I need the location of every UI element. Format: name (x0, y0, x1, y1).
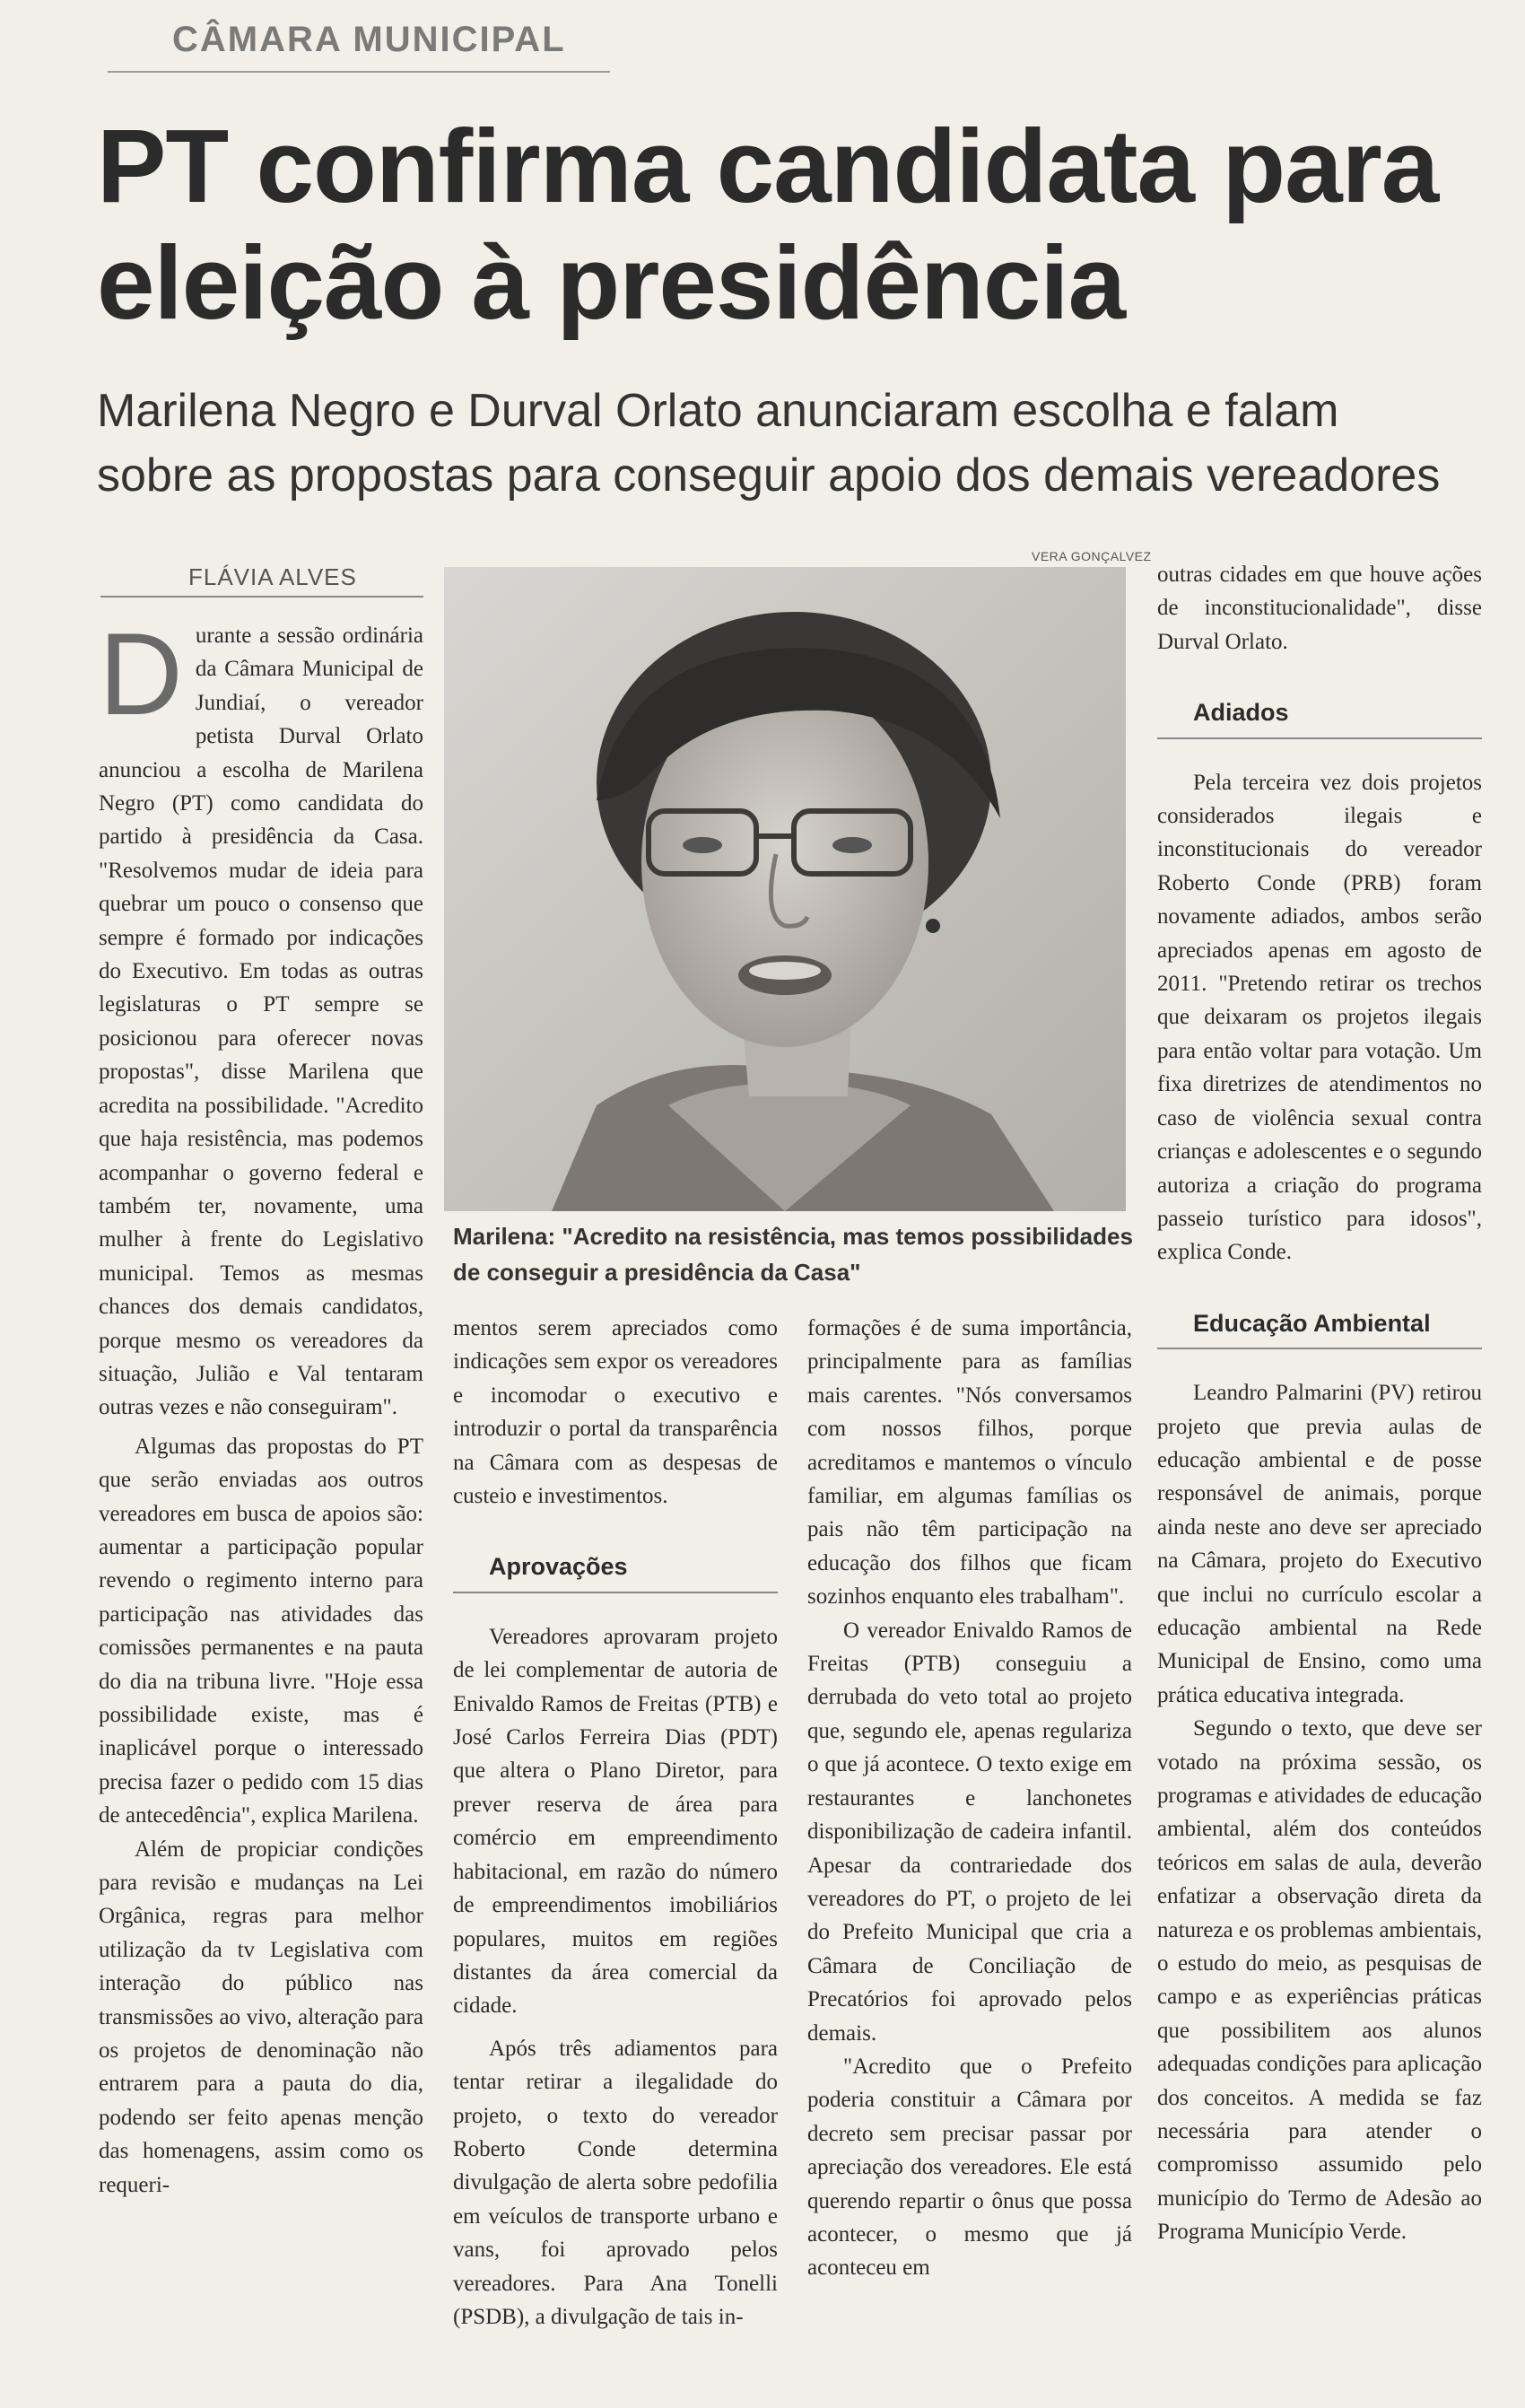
column-4 (1157, 558, 1482, 2249)
subsection-heading: Aprovações (453, 1536, 778, 1592)
section-rule (108, 71, 610, 73)
paragraph: Segundo o texto, que deve ser votado na próxima sessão, os programas e atividades de educação ambiental, além dos conteúdos teóricos em salas de aula, deverão enfatizar a observação direta da natureza e os problemas ambientais, o estudo do meio, as pesquisas de campo e as experiências práticas que possibilitem aos alunos adequadas condições para aplicação dos conceitos. A medida se faz necessária para atender o compromisso assumido pelo município do Termo de Adesão ao Programa Município Verde. (1157, 1716, 1482, 2245)
byline: FLÁVIA ALVES (188, 563, 357, 590)
paragraph: outras cidades em que houve ações de inconstitucionalidade", disse Durval Orlato. (1157, 563, 1482, 654)
paragraph: Vereadores aprovaram projeto de lei complementar de autoria de Enivaldo Ramos de Freitas (PTB) e José Carlos Ferreira Dias (PDT) que altera o Plano Diretor, para prever reserva de área para comércio em empreendimento habitacional, em razão do número de empreendimentos imobiliários populares, muitos em regiões distantes da área comercial da cidade. (453, 1624, 778, 2019)
subsection-heading: Educação Ambiental (1157, 1293, 1482, 1349)
paragraph: mentos serem apreciados como indicações sem expor os vereadores e incomodar o executivo e introduzir o portal da transparência na Câmara com as despesas de custeio e investimentos. (453, 1316, 778, 1509)
paragraph: Algumas das propostas do PT que serão enviadas aos outros vereadores em busca de apoios são: aumentar a participação popular revendo o regimento interno para participação nas atividades das comissões permanentes e na pauta do dia na tribuna livre. "Hoje essa possibilidade existe, mas é inaplicável porque o interessado precisa fazer o pedido com 15 dias de antecedência", explica Marilena. (99, 1434, 423, 1828)
subheadline: Marilena Negro e Durval Orlato anunciaram escolha e falam sobre as propostas para conseguir apoio dos demais vereadores (97, 385, 1441, 502)
column-3 (807, 1312, 1132, 2285)
subsection-heading: Adiados (1157, 682, 1482, 738)
photo-credit: VERA GONÇALVEZ (1032, 549, 1152, 563)
paragraph: Além de propiciar condições para revisão e mudanças na Lei Orgânica, regras para melhor utilização da tv Legislativa com interação do público nas transmissões ao vivo, alteração para os projetos de denominação não entrarem para a pauta do dia, podendo ser feito apenas menção das homenagens, assim como os requeri- (99, 1837, 423, 2197)
byline-rule (100, 596, 423, 598)
column-2 (453, 1312, 778, 2334)
paragraph: Após três adiamentos para tentar retirar a ilegalidade do projeto, o texto do vereador Roberto Conde determina divulgação de alerta sobre pedofilia em veículos de transporte urbano e vans, foi aprovado pelos vereadores. Para Ana Tonelli (PSDB), a divulgação de tais in- (453, 2036, 778, 2329)
paragraph: Durante a sessão ordinária da Câmara Municipal de Jundiaí, o vereador petista Durval Orlato anunciou a escolha de Marilena Negro (PT) como candidata do partido à presidência da Casa. "Resolvemos mudar de ideia para quebrar um pouco o consenso que sempre é formado por indicações do Executivo. Em todas as outras legislaturas o PT sempre se posicionou para oferecer novas propostas", disse Marilena que acredita na possibilidade. "Acredito que haja resistência, mas podemos acompanhar o governo federal e também ter, novamente, uma mulher à frente do Legislativo municipal. Temos as mesmas chances dos demais candidatos, porque mesmo os vereadores da situação, Julião e Val tentaram outras vezes e não conseguiram". (99, 608, 423, 1420)
paragraph: "Acredito que o Prefeito poderia constituir a Câmara por decreto sem precisar passar por apreciação dos vereadores. Ele está querendo repartir o ônus que possa acontecer, o mesmo que já aconteceu em (807, 2054, 1132, 2281)
section-label: CÂMARA MUNICIPAL (172, 20, 566, 59)
paragraph: Pela terceira vez dois projetos considerados ilegais e inconstitucionais do vereador Roberto Conde (PRB) foram novamente adiados, ambos serão apreciados apenas em agosto de 2011. "Pretendo retirar os trechos que deixaram os projetos ilegais para então voltar para votação. Um fixa diretrizes de atendimentos no caso de violência sexual contra crianças e adolescentes e o segundo autoriza a criação do programa passeio turístico para idosos", explica Conde. (1157, 770, 1482, 1265)
paragraph: O vereador Enivaldo Ramos de Freitas (PTB) conseguiu a derrubada do veto total ao projeto que, segundo ele, apenas regulariza o que já acontece. O texto exige em restaurantes e lanchonetes disponibilização de cadeira infantil. Apesar da contrariedade dos vereadores do PT, o projeto de lei do Prefeito Municipal que cria a Câmara de Conciliação de Precatórios foi aprovado pelos demais. (807, 1618, 1132, 2046)
portrait-photo (444, 567, 1126, 1211)
portrait-illustration (444, 567, 1126, 1211)
paragraph: Leandro Palmarini (PV) retirou projeto que previa aulas de educação ambiental e de posse responsável de animais, porque ainda neste ano deve ser apreciado na Câmara, projeto do Executivo que inclui no currículo escolar a educação ambiental na Rede Municipal de Ensino, como uma prática educativa integrada. (1157, 1381, 1482, 1707)
drop-cap: D (99, 608, 183, 739)
paragraph: formações é de suma importância, principalmente para as famílias mais carentes. "Nós conversamos com nossos filhos, porque acreditamos e mantemos o vínculo familiar, em algumas famílias os pais não têm participação na educação dos filhos que ficam sozinhos enquanto eles trabalham". (807, 1316, 1132, 1610)
photo-caption: Marilena: "Acredito na resistência, mas temos possibilidades de conseguir a presidência da Casa" (453, 1223, 1133, 1286)
column-1 (99, 608, 423, 2202)
headline: PT confirma candidata para eleição à presidência (97, 108, 1439, 341)
